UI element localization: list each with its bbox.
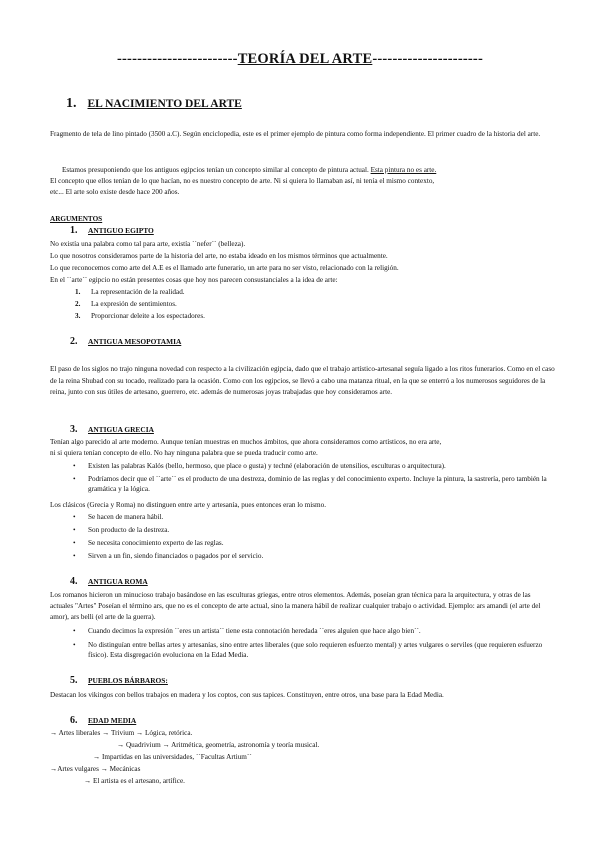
subsection-heading-barbaros <box>70 675 168 686</box>
roma-paragraph: Los romanos hicieron un minucioso trabajo basándose en las esculturas griegas, entre otros elementos. Además, poseían gran técnica para la arquitectura, y otras de las actuales "Artes" Poseían el término ars, que no es el concepto de arte actual, sino la manera hábil de realizar cualquier trabajo o actividad. Ejemplo: ars amandi (el arte del amor), ars belli (el arte de la guerra). <box>50 591 541 621</box>
subsection-heading-grecia <box>70 424 154 435</box>
grecia-line: ni si quiera tenían concepto de ello. No hay ninguna palabra que se pueda traducir como arte. <box>50 449 318 457</box>
edad-media-line: → Quadrivium → Aritmética, geometría, astronomía y teoría musical. <box>117 741 320 749</box>
egipto-line: En el ``arte´´ egipcio no están presentes cosas que hoy nos parecen consustanciales a la idea de arte: <box>50 276 338 284</box>
subsection-number: 6. <box>70 715 78 726</box>
grecia-bullet: • Se hacen de manera hábil. <box>88 512 163 522</box>
list-text: Proporcionar deleite a los espectadores. <box>91 312 205 320</box>
intro-paragraph-2-line-3: etc... El arte solo existe desde hace 200 años. <box>50 188 180 196</box>
list-number: 2. <box>75 300 81 308</box>
egipto-list-item <box>75 311 205 321</box>
subsection-title: ANTIGUA ROMA <box>88 577 148 586</box>
egipto-line: Lo que reconocemos como arte del A.E es el llamado arte funerario, un arte para no ser visto, relacionado con la religión. <box>50 264 399 272</box>
subsection-title: ANTIGUA MESOPOTAMIA <box>88 337 182 346</box>
mesopotamia-paragraph: El paso de los siglos no trajo ninguna novedad con respecto a la civilización egipcia, dado que el trabajo artístico-artesanal seguía ligado a los ritos funerarios. Como en el caso de la reina Shubad con su tocado, realizado para la ocasión. Como con los egipcios, se llevó a cabo una matanza ritual, en la que se enterró a los numerosos seguidores de la reina, junto con sus útiles de artesano, guerrero, etc. además de numerosas joyas trabajadas que hoy consideramos arte. <box>50 365 555 396</box>
subsection-heading-mesopotamia <box>70 336 181 347</box>
document-title <box>0 51 600 68</box>
intro-paragraph-2-line-2: El concepto que ellos tenían de lo que hacían, no es nuestro concepto de arte. Ni si quiera lo llamaban así, ni tenía el mismo contexto, <box>50 177 435 185</box>
list-text: La expresión de sentimientos. <box>91 300 177 308</box>
edad-media-line: →Artes vulgares → Mecánicas <box>50 765 141 773</box>
subsection-number: 1. <box>70 225 78 236</box>
grecia-bullet: • Podríamos decir que el ``arte´´ es el producto de una destreza, dominio de las reglas y del conocimiento experto. Incluye la pintura, la sastrería, pero también la gramática y la lógica. <box>88 474 553 494</box>
subsection-title: ANTIGUA GRECIA <box>88 425 154 434</box>
subsection-title: PUEBLOS BÁRBAROS: <box>88 676 168 685</box>
title-text: TEORÍA DEL ARTE <box>237 51 373 67</box>
intro-paragraph-1: Fragmento de tela de lino pintado (3500 a.C). Según enciclopedia, este es el primer ejemplo de pintura como forma independiente. El primer cuadro de la historia del arte. <box>50 130 541 138</box>
egipto-list-item <box>75 287 185 297</box>
intro-p2-underlined: Esta pintura no es arte. <box>370 166 437 174</box>
subsection-title: EDAD MEDIA <box>88 716 137 725</box>
section-number: 1. <box>66 96 77 111</box>
section-heading-nacimiento <box>66 96 242 112</box>
barbaros-line: Destacan los vikingos con bellos trabajos en madera y los coptos, con sus tapices. Constituyen, entre otros, una base para la Edad Media. <box>50 691 444 699</box>
subsection-heading-edad-media <box>70 715 136 726</box>
edad-media-line: → Artes liberales → Trivium → Lógica, retórica. <box>50 729 193 737</box>
list-number: 1. <box>75 288 81 296</box>
grecia-bullet: • Existen las palabras Kalós (bello, hermoso, que place o gusta) y techné (elaboración de utensilios, esculturas o arquitectura). <box>88 461 548 471</box>
grecia-line: Tenían algo parecido al arte moderno. Aunque tenían muestras en muchos ámbitos, que ahora consideramos como artísticos, no era arte, <box>50 438 442 446</box>
subsection-heading-egipto <box>70 225 154 236</box>
argumentos-heading: ARGUMENTOS <box>50 215 103 223</box>
edad-media-line: → El artista es el artesano, artífice. <box>84 777 185 785</box>
subsection-title: ANTIGUO EGIPTO <box>88 226 154 235</box>
subsection-heading-roma <box>70 576 148 587</box>
subsection-number: 2. <box>70 336 78 347</box>
grecia-line: Los clásicos (Grecia y Roma) no distinguen entre arte y artesanía, pues entonces eran lo mismo. <box>50 501 327 509</box>
intro-p2-text: Estamos presuponiendo que los antiguos egipcios tenían un concepto similar al concepto de pintura actual. <box>62 166 369 174</box>
list-text: La representación de la realidad. <box>91 288 185 296</box>
subsection-number: 3. <box>70 424 78 435</box>
roma-bullet: • Cuando decimos la expresión ``eres un artista´´ tiene esta connotación heredada ``eres alguien que hace algo bien´´. <box>88 626 548 636</box>
egipto-list-item <box>75 299 177 309</box>
grecia-bullet: • Son producto de la destreza. <box>88 525 169 535</box>
subsection-number: 4. <box>70 576 78 587</box>
list-number: 3. <box>75 312 81 320</box>
title-dashes-left: ------------------------ <box>117 51 238 67</box>
egipto-line: No existía una palabra como tal para arte, existía ``nefer´´ (belleza). <box>50 240 246 248</box>
edad-media-line: → Impartidas en las universidades, ``Facultas Artium´´ <box>93 753 252 761</box>
roma-bullet: • No distinguían entre bellas artes y artesanías, sino entre artes liberales (que solo requieren esfuerzo mental) y artes vulgares o serviles (que requieren esfuerzo físico). Esta disgregación evoluciona en la Edad Media. <box>88 640 553 660</box>
section-title: EL NACIMIENTO DEL ARTE <box>87 98 242 110</box>
title-dashes-right: ---------------------- <box>372 51 483 67</box>
subsection-number: 5. <box>70 675 78 686</box>
grecia-bullet: • Sirven a un fin, siendo financiados o pagados por el servicio. <box>88 551 263 561</box>
egipto-line: Lo que nosotros consideramos parte de la historia del arte, no estaba ideado en los mismos términos que actualmente. <box>50 252 388 260</box>
grecia-bullet: • Se necesita conocimiento experto de las reglas. <box>88 538 224 548</box>
intro-paragraph-2-line-1 <box>62 165 436 175</box>
